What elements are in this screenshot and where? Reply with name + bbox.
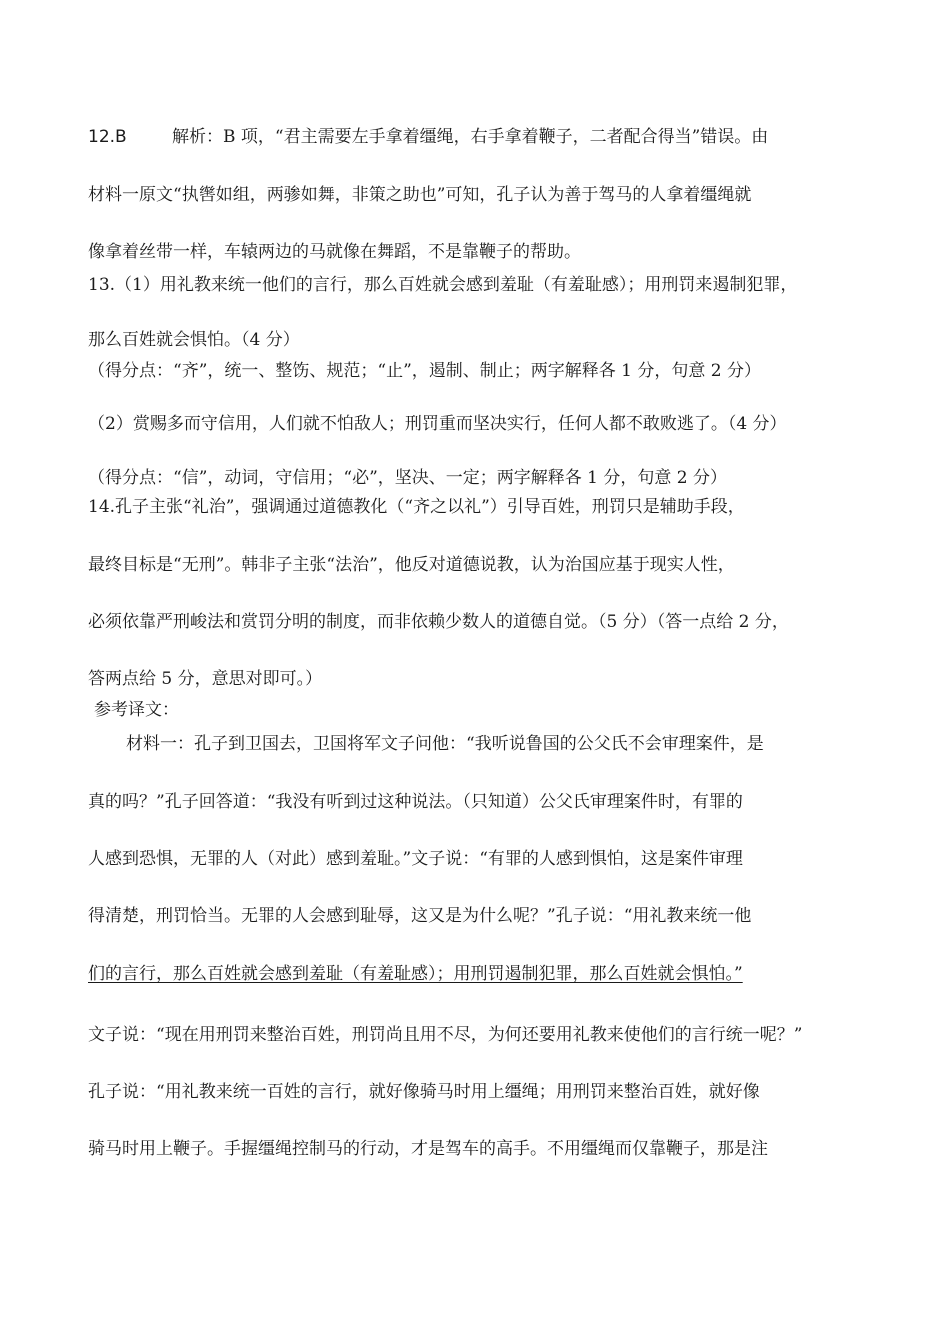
q13-scoring-2: （得分点：“信”，动词，守信用；“必”，坚决、一定；两字解释各 1 分，句意 2 分） [88, 468, 728, 488]
translation-line: 得清楚，刑罚恰当。无罪的人会感到耻辱，这又是为什么呢？”孔子说：“用礼教来统一他 [88, 906, 752, 926]
translation-line: 材料一：孔子到卫国去，卫国将军文子问他：“我听说鲁国的公父氏不会审理案件，是 [126, 734, 764, 754]
q14-line-4: 答两点给 5 分，意思对即可。） [88, 669, 323, 689]
q13-line-2: 那么百姓就会惧怕。（4 分） [88, 330, 300, 350]
q12-analysis: 解析：B 项，“君主需要左手拿着缰绳，右手拿着鞭子，二者配合得当”错误。由 [172, 127, 769, 147]
translation-line: 真的吗？”孔子回答道：“我没有听到过这种说法。（只知道）公父氏审理案件时，有罪的 [88, 792, 743, 812]
q14-line-3: 必须依靠严刑峻法和赏罚分明的制度，而非依赖少数人的道德自觉。（5 分）（答一点给 2 分， [88, 612, 789, 632]
translation-line: 骑马时用上鞭子。手握缰绳控制马的行动，才是驾车的高手。不用缰绳而仅靠鞭子，那是注 [88, 1139, 768, 1159]
q12-line-3: 像拿着丝带一样，车辕两边的马就像在舞蹈，不是靠鞭子的帮助。 [88, 242, 581, 262]
translation-line: 孔子说：“用礼教来统一百姓的言行，就好像骑马时用上缰绳；用刑罚来整治百姓，就好像 [88, 1082, 760, 1102]
q12-line-1 [88, 126, 858, 148]
q13-line-1: 13.（1）用礼教来统一他们的言行，那么百姓就会感到羞耻（有羞耻感）；用刑罚来遏制犯罪， [88, 275, 798, 295]
translation-heading: 参考译文： [94, 700, 179, 720]
q14-line-1: 14.孔子主张“礼治”，强调通过道德教化（“齐之以礼”）引导百姓，刑罚只是辅助手段， [88, 497, 745, 517]
q12-line-2: 材料一原文“执辔如组，两骖如舞，非策之助也”可知，孔子认为善于驾马的人拿着缰绳就 [88, 185, 752, 205]
q14-line-2: 最终目标是“无刑”。韩非子主张“法治”，他反对道德说教，认为治国应基于现实人性， [88, 555, 735, 575]
translation-line: 人感到恐惧，无罪的人（对此）感到羞耻。”文子说：“有罪的人感到惧怕，这是案件审理 [88, 849, 743, 869]
translation-line: 文子说：“现在用刑罚来整治百姓，刑罚尚且用不尽，为何还要用礼教来使他们的言行统一呢？” [88, 1025, 803, 1045]
translation-line-underlined: 们的言行，那么百姓就会感到羞耻（有羞耻感）；用刑罚遏制犯罪，那么百姓就会惧怕。” [88, 964, 743, 984]
q13-line-4: （2）赏赐多而守信用，人们就不怕敌人；刑罚重而坚决实行，任何人都不敢败逃了。（4 分） [88, 414, 787, 434]
q13-scoring-1: （得分点：“齐”，统一、整饬、规范；“止”，遏制、制止；两字解释各 1 分，句意 2 分） [88, 361, 762, 381]
q12-number: 12.B [88, 127, 127, 147]
